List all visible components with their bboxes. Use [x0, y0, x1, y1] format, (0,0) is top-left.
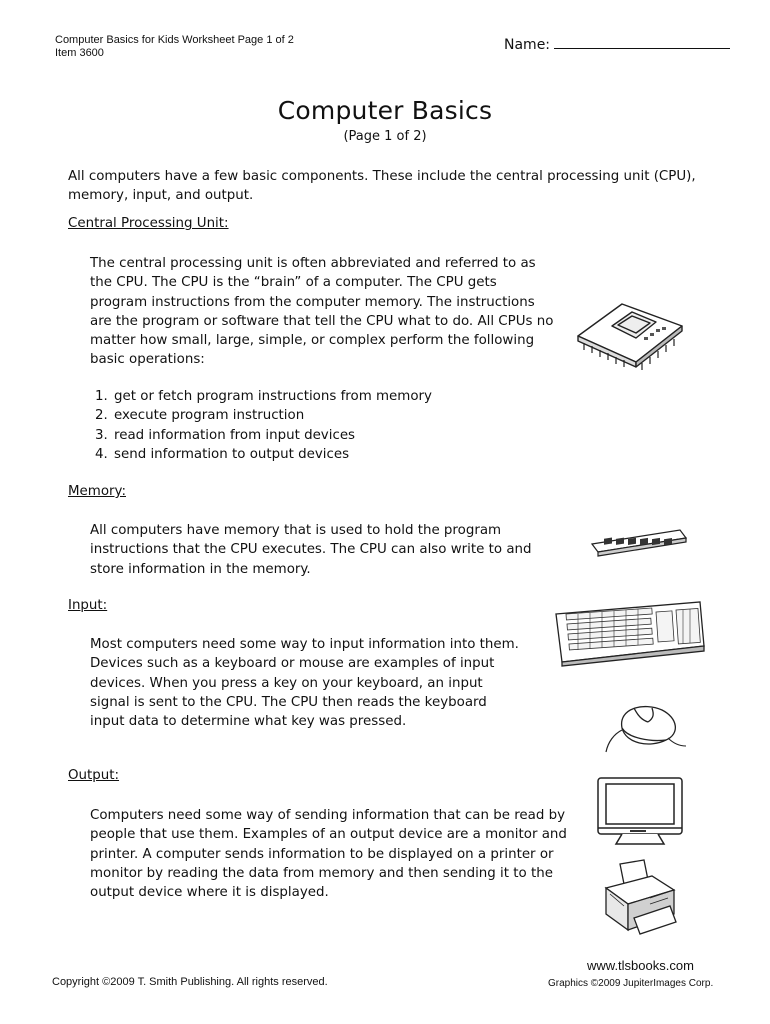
input-heading: Input: — [68, 598, 108, 613]
cpu-paragraph: The central processing unit is often abbreviated and referred to as the CPU. The CPU is the “brain” of a computer. The CPU gets program instructions from the computer memory. The instructions are the program or software that tell the CPU what to do. All CPUs no matter how small, large, simple, or complex perform the following basic operations: — [90, 256, 554, 368]
cpu-heading: Central Processing Unit: — [68, 216, 229, 231]
list-item: 3. read information from input devices — [112, 426, 552, 445]
memory-heading: Memory: — [68, 484, 126, 499]
output-paragraph: Computers need some way of sending information that can be read by people that use them. Examples of an output device are a monitor and printer. A computer sends information to be displayed on a printer or monitor by reading the data from memory and then sending it to the output device where it is displayed. — [90, 808, 567, 901]
page-subtitle: (Page 1 of 2) — [343, 129, 427, 144]
keyboard-icon — [552, 600, 708, 666]
worksheet-title-line: Computer Basics for Kids Worksheet Page 1 of 2 — [55, 34, 294, 46]
mouse-icon — [604, 698, 686, 754]
item-number: Item 3600 — [55, 47, 104, 59]
cpu-chip-icon — [570, 296, 690, 376]
list-item: 2. execute program instruction — [112, 406, 552, 425]
printer-icon — [600, 858, 680, 936]
name-label: Name: — [504, 37, 551, 53]
list-item: 4. send information to output devices — [112, 445, 552, 464]
memory-module-icon — [590, 524, 688, 556]
list-item: 1. get or fetch program instructions from memory — [112, 387, 552, 406]
name-blank-line — [554, 36, 730, 49]
intro-paragraph: All computers have a few basic components. These include the central processing unit (CPU), memory, input, and output. — [68, 169, 696, 204]
copyright-notice: Copyright ©2009 T. Smith Publishing. All rights reserved. — [52, 976, 328, 988]
page-title: Computer Basics — [277, 96, 493, 125]
monitor-icon — [594, 776, 686, 848]
cpu-operations-list — [90, 387, 552, 464]
name-field — [504, 34, 730, 53]
website-link[interactable]: www.tlsbooks.com — [587, 958, 694, 973]
output-heading: Output: — [68, 768, 120, 783]
memory-paragraph: All computers have memory that is used to hold the program instructions that the CPU executes. The CPU can also write to and store information in the memory. — [90, 523, 532, 577]
graphics-credit: Graphics ©2009 JupiterImages Corp. — [548, 978, 714, 989]
input-paragraph: Most computers need some way to input information into them. Devices such as a keyboard or mouse are examples of input devices. When you press a key on your keyboard, an input signal is sent to the CPU. The CPU then reads the keyboard input data to determine what key was pressed. — [90, 637, 519, 730]
